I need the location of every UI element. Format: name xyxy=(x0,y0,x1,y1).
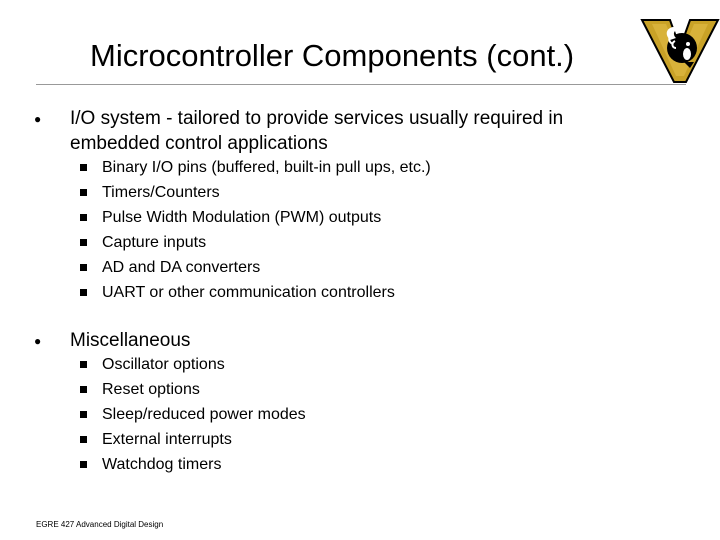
item-bullet-icon xyxy=(80,289,87,296)
item-bullet-icon xyxy=(80,164,87,171)
item-bullet-icon xyxy=(80,461,87,468)
list-item: Capture inputs xyxy=(102,234,207,251)
list-item: Reset options xyxy=(102,381,200,398)
title-divider xyxy=(36,84,686,85)
list-item: Timers/Counters xyxy=(102,184,220,201)
list-item: Pulse Width Modulation (PWM) outputs xyxy=(102,209,382,226)
section-bullet-icon: ● xyxy=(34,112,42,126)
item-bullet-icon xyxy=(80,386,87,393)
item-bullet-icon xyxy=(80,411,87,418)
list-item: Sleep/reduced power modes xyxy=(102,406,306,423)
item-bullet-icon xyxy=(80,214,87,221)
item-bullet-icon xyxy=(80,239,87,246)
list-item: External interrupts xyxy=(102,431,232,448)
university-logo-icon xyxy=(640,18,720,84)
item-bullet-icon xyxy=(80,189,87,196)
section-bullet-icon: ● xyxy=(34,334,42,348)
list-item: UART or other communication controllers xyxy=(102,284,395,301)
item-bullet-icon xyxy=(80,264,87,271)
section-heading-misc: Miscellaneous xyxy=(70,330,191,351)
list-item: Watchdog timers xyxy=(102,456,222,473)
item-bullet-icon xyxy=(80,361,87,368)
section-heading-io: I/O system - tailored to provide services usually required in xyxy=(70,108,564,129)
item-bullet-icon xyxy=(80,436,87,443)
section-heading-io-continued: embedded control applications xyxy=(70,133,328,154)
list-item: AD and DA converters xyxy=(102,259,261,276)
list-item: Binary I/O pins (buffered, built-in pull ups, etc.) xyxy=(102,159,431,176)
slide-title: Microcontroller Components (cont.) xyxy=(90,38,575,73)
list-item: Oscillator options xyxy=(102,356,225,373)
slide-footer: EGRE 427 Advanced Digital Design xyxy=(36,520,164,529)
